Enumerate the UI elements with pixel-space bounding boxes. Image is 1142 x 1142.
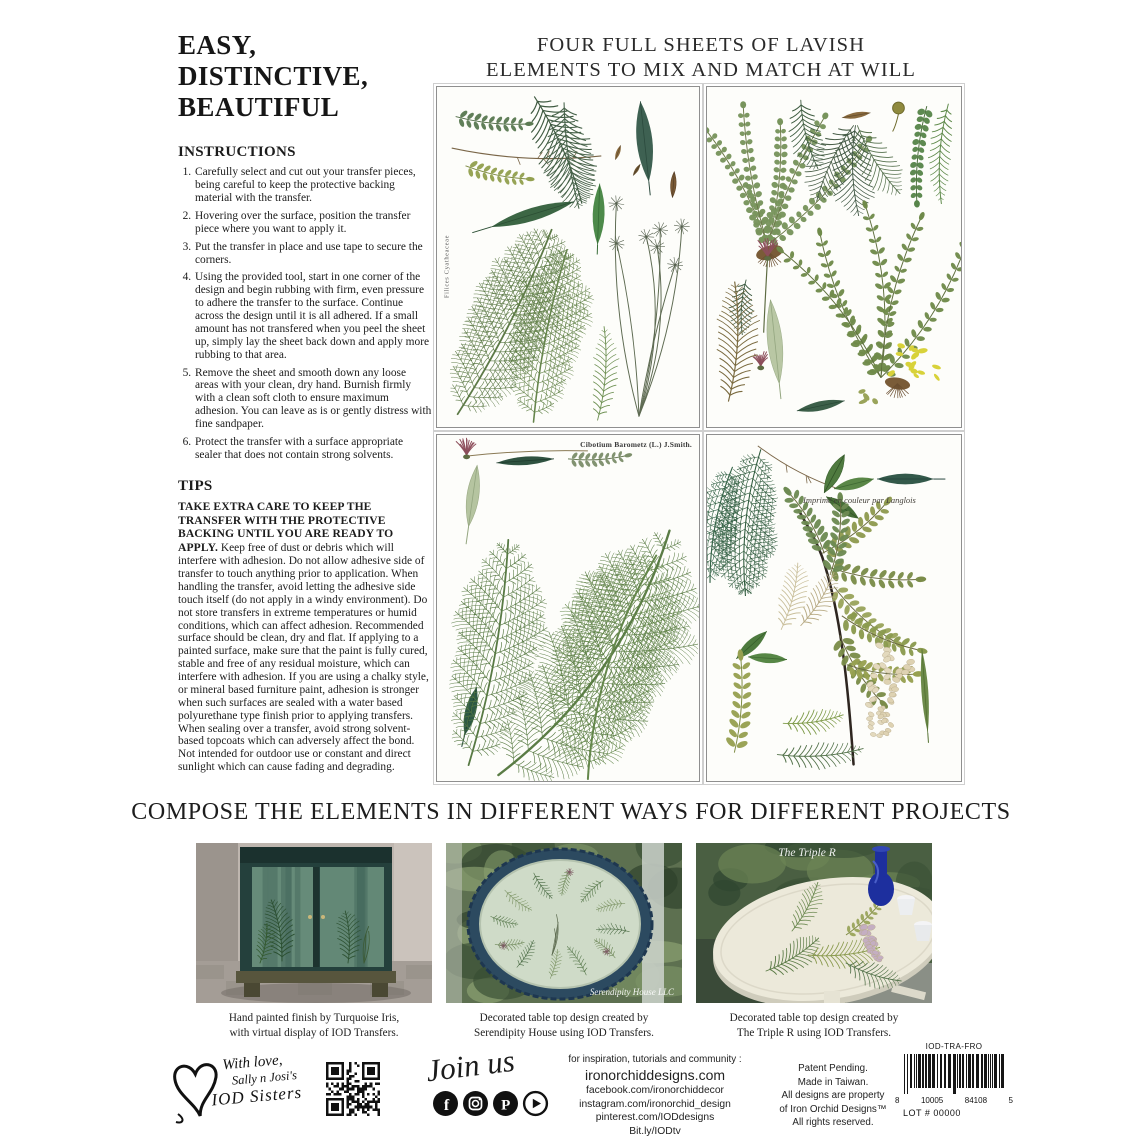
- social-icons-row: [432, 1090, 558, 1117]
- table-photo-watermark: The Triple R: [778, 847, 836, 859]
- sheet-1-side-label: Filices Cyatheaceae: [443, 234, 451, 299]
- community-links: [553, 1067, 757, 1138]
- signature-text: [210, 1051, 303, 1110]
- project-photos-row: [196, 843, 932, 1040]
- left-column: [178, 30, 432, 774]
- tray-photo-watermark: Serendipity House LLC: [589, 987, 674, 997]
- signature-line: IOD Sisters: [210, 1082, 303, 1110]
- signature-line: With love,: [221, 1052, 284, 1074]
- table-photo-caption: [696, 1011, 932, 1040]
- sheet-1-botanical-illustration: [437, 87, 699, 427]
- caption-line: Hand painted finish by Turquoise Iris,: [228, 1012, 400, 1024]
- caption-line: Decorated table top design created by: [479, 1012, 649, 1024]
- footer: [0, 1040, 1142, 1140]
- caption-line: Serendipity House using IOD Transfers.: [474, 1026, 654, 1039]
- instructions-heading: INSTRUCTIONS: [178, 144, 296, 161]
- community-link: instagram.com/ironorchid_design: [579, 1098, 731, 1110]
- caption-line: The Triple R using IOD Transfers.: [736, 1026, 892, 1039]
- title-line-1: EASY,: [178, 30, 257, 60]
- tips-bold-lead: TAKE EXTRA CARE TO KEEP THE TRANSFER WITH THE PROTECTIVE BACKING UNTIL YOU ARE READY TO APPLY.: [178, 499, 394, 555]
- instruction-item: 3. Put the transfer in place and use tape to secure the corners.: [194, 241, 432, 267]
- upc-barcode: [898, 1052, 1010, 1098]
- community-link: facebook.com/ironorchiddecor: [586, 1085, 724, 1096]
- legal-line: All rights reserved.: [792, 1117, 874, 1129]
- tray-photo: [446, 843, 682, 1003]
- instruction-item: 2. Hovering over the surface, position the transfer piece where you want to apply it.: [194, 210, 432, 236]
- community-link: pinterest.com/IODdesigns: [595, 1112, 715, 1124]
- sheets-heading-line-2: ELEMENTS TO MIX AND MATCH AT WILL: [486, 58, 916, 81]
- table-photo: [696, 843, 932, 1003]
- barcode-digit: 5: [1008, 1096, 1013, 1105]
- instruction-item: 5. Remove the sheet and smooth down any loose areas with your clean, dry hand. Burnish firmly with a clean soft cloth to ensure maximum adhesion. You can leave as is or gently distress with fine sandpaper.: [194, 367, 432, 431]
- sheet-3-botanical-illustration: [437, 435, 699, 781]
- legal-line: Made in Taiwan.: [797, 1076, 869, 1088]
- youtube-icon: [522, 1090, 549, 1117]
- tray-photo-caption: [446, 1011, 682, 1040]
- sheets-heading-line-1: FOUR FULL SHEETS OF LAVISH: [536, 34, 866, 56]
- sheet-4-botanical-illustration: [707, 435, 961, 781]
- community-intro: for inspiration, tutorials and community :: [568, 1054, 742, 1065]
- sheet-4-script-caption: Imprimé en couleur par Langlois: [803, 495, 916, 505]
- compose-heading: COMPOSE THE ELEMENTS IN DIFFERENT WAYS FOR DIFFERENT PROJECTS: [131, 799, 1011, 825]
- tips-body: Keep free of dust or debris which will interfere with adhesion. Do not allow adhesive side of transfer to touch anything prior to application. When handling the transfer, avoid letting the adhesive side touch itself (do not apply in a windy environment). Do not store transfers in extreme temperatures or humid conditions, which can affect adhesion. Recommended surface should be clean, dry and flat. If applying to a painted surface, make sure that the paint is fully cured, stable and free of any residual moisture, which can interfere with adhesion. If you are using a chalky style, or mineral based furniture paint, adhesion is stronger when such surfaces are sealed with a water based polyurethane type finish prior to applying transfers. When sealing over a transfer, avoid strong solvent-based topcoats which can adversely affect the bond. Not intended for outdoor use or constant and direct sunlight which can cause fading and degrading.: [178, 542, 429, 774]
- legal-block: [770, 1062, 896, 1130]
- pinterest-icon: [492, 1090, 519, 1117]
- lot-number: LOT # 00000: [903, 1108, 961, 1118]
- barcode-digit-group: 10005: [920, 1096, 944, 1105]
- legal-line: Patent Pending.: [798, 1063, 868, 1074]
- join-us-block: [408, 1042, 558, 1117]
- instruction-item: 6. Protect the transfer with a surface appropriate sealer that does not contain strong solvents.: [194, 436, 432, 462]
- sheet-3-species-label: Cibotium Barometz (L.) J.Smith.: [580, 440, 692, 449]
- title-line-3: BEAUTIFUL: [178, 91, 340, 122]
- sheet-2-botanical-illustration: [707, 87, 961, 427]
- caption-line: with virtual display of IOD Transfers.: [229, 1026, 399, 1039]
- project-photo-table: [696, 843, 932, 1040]
- svg-text:P: P: [501, 1097, 511, 1114]
- barcode-block: [893, 1042, 1015, 1118]
- sku-code: IOD-TRA-FRO: [925, 1042, 983, 1051]
- transfer-sheet-panel-2: [706, 86, 962, 428]
- instruction-item: 4. Using the provided tool, start in one corner of the design and begin rubbing with firm, even pressure to adhere the transfer to the surface. Continue across the design until it is all adhered. If a small amount has not transfered when you peel the sheet up, simply lay the sheet back down and apply more rubbing to that area.: [194, 271, 432, 361]
- signature-line: Sally n Josi's: [231, 1068, 298, 1088]
- join-us-script: Join us: [424, 1042, 517, 1089]
- tips-paragraph: [178, 500, 432, 774]
- title-line-2: DISTINCTIVE,: [178, 60, 369, 91]
- transfer-sheet-panel-4: [706, 434, 962, 782]
- community-link: Bit.ly/IODtv: [629, 1125, 681, 1137]
- caption-line: Decorated table top design created by: [729, 1012, 899, 1024]
- instagram-icon: [462, 1090, 489, 1117]
- legal-line: of Iron Orchid Designs™: [779, 1103, 887, 1115]
- sheets-heading: [434, 33, 968, 82]
- community-link: ironorchiddesigns.com: [584, 1067, 726, 1083]
- cabinet-photo-caption: [196, 1011, 432, 1040]
- transfer-sheet-panel-1: [436, 86, 700, 428]
- tips-heading: TIPS: [178, 477, 213, 494]
- project-photo-tray: [446, 843, 682, 1040]
- instructions-list: [178, 166, 432, 461]
- svg-text:f: f: [443, 1097, 450, 1114]
- community-block: [553, 1054, 757, 1138]
- barcode-digit: 8: [895, 1096, 900, 1105]
- qr-code: [326, 1062, 380, 1116]
- transfer-sheet-panel-3: [436, 434, 700, 782]
- page-title: [178, 30, 432, 122]
- barcode-digit-group: 84108: [964, 1096, 988, 1105]
- facebook-icon: [432, 1090, 459, 1117]
- project-photo-cabinet: [196, 843, 432, 1040]
- instruction-item: 1. Carefully select and cut out your transfer pieces, being careful to keep the protective backing material with the transfer.: [194, 166, 432, 205]
- transfer-sheet-grid: [436, 86, 962, 782]
- legal-line: All designs are property: [781, 1090, 885, 1102]
- cabinet-photo: [196, 843, 432, 1003]
